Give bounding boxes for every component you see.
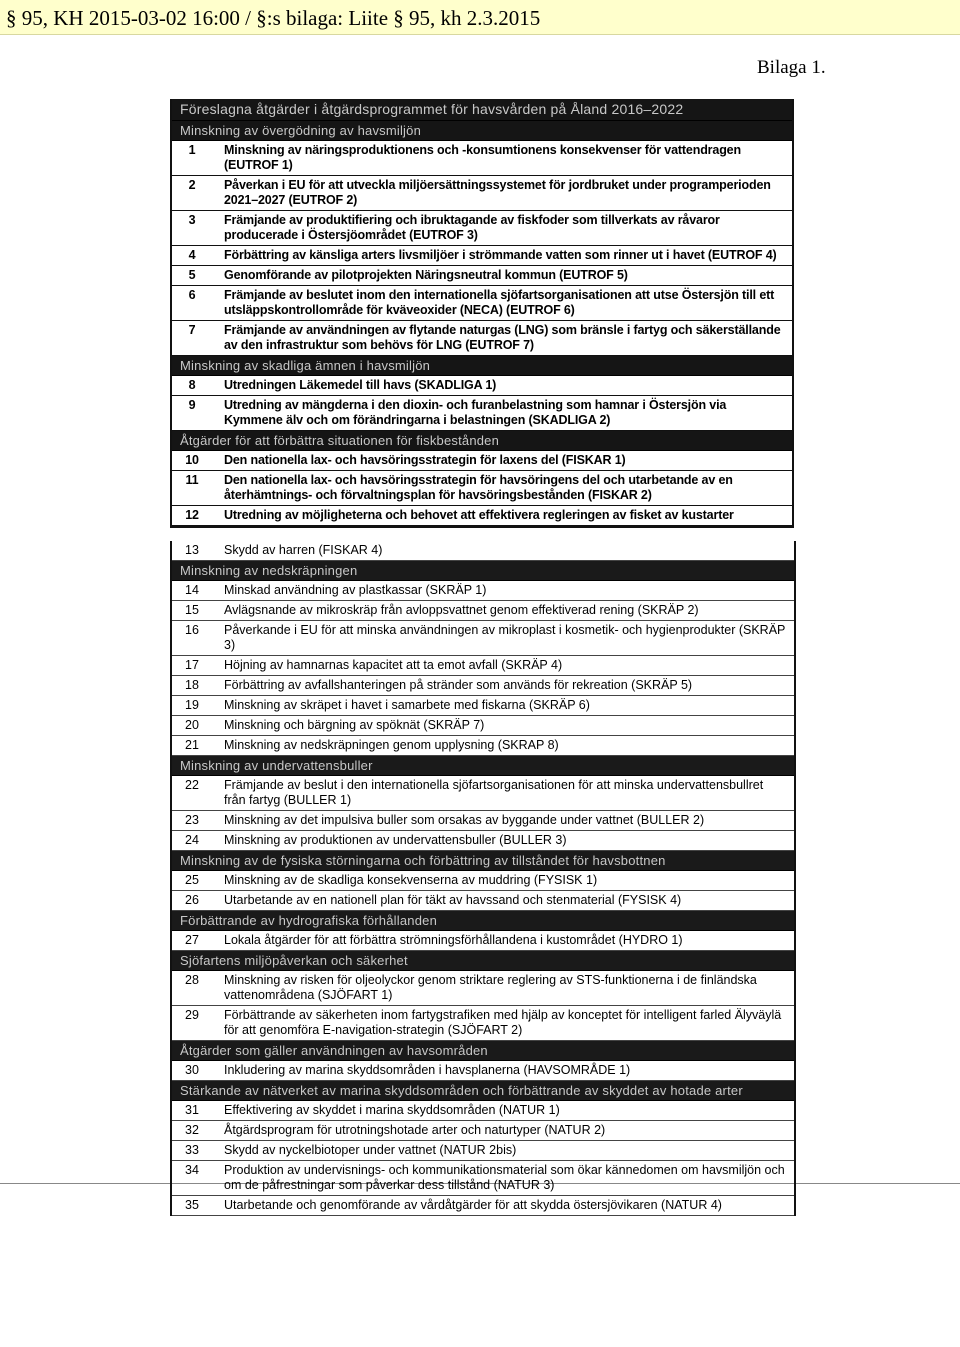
measure-text: Främjande av beslut i den internationella sjöfartsorganisationen för att minska undervattensbullret från fartyg (BULLER 1) [224, 778, 764, 807]
section-header: Stärkande av nätverket av marina skyddsområden och förbättrande av skyddet av hotade arter [172, 1081, 794, 1101]
measure-number: 34 [185, 1163, 199, 1177]
measure-number: 31 [185, 1103, 199, 1117]
measure-text: Minskning och bärgning av spöknät (SKRÄP 7) [224, 718, 485, 732]
measure-number: 30 [185, 1063, 199, 1077]
table-row [172, 541, 794, 561]
attachment-label: Bilaga 1. [757, 57, 826, 78]
table-row [172, 176, 792, 211]
table-row [172, 696, 794, 716]
measure-text: Minskning av produktionen av undervattensbuller (BULLER 3) [224, 833, 567, 847]
measure-number: 3 [188, 213, 196, 227]
section-header: Minskning av skadliga ämnen i havsmiljön [172, 356, 792, 376]
measure-text: Minskning av risken för oljeolyckor genom striktare reglering av STS-funktionerna i de finländska vattenområdena (SJÖFART 1) [224, 973, 757, 1002]
measure-number: 15 [185, 603, 199, 617]
table-row [172, 506, 792, 526]
measure-number: 1 [188, 143, 196, 157]
table-row [172, 776, 794, 811]
measure-text: Skydd av harren (FISKAR 4) [224, 543, 383, 557]
measure-text: Utredningen Läkemedel till havs (SKADLIGA 1) [224, 378, 497, 392]
table-row [172, 931, 794, 951]
measure-text: Den nationella lax- och havsöringsstrategin för havsöringens del och utarbetande av en återhämtnings- och förvaltningsplan för havsöringsbestånden (FISKAR 2) [224, 473, 733, 502]
measure-number: 13 [185, 543, 199, 557]
measure-text: Minskning av skräpet i havet i samarbete med fiskarna (SKRÄP 6) [224, 698, 590, 712]
measure-number: 28 [185, 973, 199, 987]
table-row [172, 831, 794, 851]
measure-number: 6 [188, 288, 196, 302]
measure-text: Inkludering av marina skyddsområden i havsplanerna (HAVSOMRÅDE 1) [224, 1063, 631, 1077]
measure-text: Minskning av de skadliga konsekvenserna av muddring (FYSISK 1) [224, 873, 598, 887]
measure-text: Utredning av mängderna i den dioxin- och furanbelastning som hamnar i Östersjön via Kymmene älv och om förändringarna i belastningen (SKADLIGA 2) [224, 398, 727, 427]
table-row [172, 321, 792, 356]
measure-number: 8 [188, 378, 196, 392]
measure-number: 4 [188, 248, 196, 262]
table-row [172, 471, 792, 506]
measure-number: 33 [185, 1143, 199, 1157]
measure-text: Minskning av näringsproduktionens och -konsumtionens konsekvenser för vattendragen (EUTROF 1) [224, 143, 741, 172]
table-row [172, 581, 794, 601]
measure-number: 17 [185, 658, 199, 672]
measure-number: 19 [185, 698, 199, 712]
measure-number: 11 [185, 473, 199, 487]
measure-number: 5 [188, 268, 196, 282]
table-row [172, 676, 794, 696]
table-row [172, 451, 792, 471]
table-row [172, 396, 792, 431]
measure-text: Genomförande av pilotprojekten Näringsneutral kommun (EUTROF 5) [224, 268, 628, 282]
table-row [172, 656, 794, 676]
table-row [172, 376, 792, 396]
measure-text: Förbättrande av säkerheten inom fartygstrafiken med hjälp av konceptet för intelligent farled Älyväylä för att genomföra E-navigation-strategin (SJÖFART 2) [224, 1008, 782, 1037]
measure-number: 35 [185, 1198, 199, 1212]
measure-text: Avlägsnande av mikroskräp från avloppsvattnet genom effektiverad rening (SKRÄP 2) [224, 603, 699, 617]
table-row [172, 1161, 794, 1196]
measures-table-part-1 [170, 99, 794, 528]
table-row [172, 971, 794, 1006]
section-header: Sjöfartens miljöpåverkan och säkerhet [172, 951, 794, 971]
table-row [172, 211, 792, 246]
measure-number: 2 [188, 178, 196, 192]
measure-number: 32 [185, 1123, 199, 1137]
measure-number: 18 [185, 678, 199, 692]
measure-text: Åtgärdsprogram för utrotningshotade arter och naturtyper (NATUR 2) [224, 1123, 606, 1137]
measure-number: 23 [185, 813, 199, 827]
measure-text: Lokala åtgärder för att förbättra strömningsförhållandena i kustområdet (HYDRO 1) [224, 933, 683, 947]
measure-text: Effektivering av skyddet i marina skyddsområden (NATUR 1) [224, 1103, 560, 1117]
measure-text: Påverkan i EU för att utveckla miljöersättningssystemet för jordbruket under programperioden 2021–2027 (EUTROF 2) [224, 178, 771, 207]
table-row [172, 621, 794, 656]
measure-number: 7 [188, 323, 196, 337]
measure-number: 29 [185, 1008, 199, 1022]
measure-text: Minskad användning av plastkassar (SKRÄP 1) [224, 583, 487, 597]
measure-number: 14 [185, 583, 199, 597]
table-row [172, 716, 794, 736]
section-header: Minskning av övergödning av havsmiljön [172, 121, 792, 141]
section-header: Åtgärder som gäller användningen av havsområden [172, 1041, 794, 1061]
section-header: Föreslagna åtgärder i åtgärdsprogrammet för havsvården på Åland 2016–2022 [172, 99, 792, 121]
measure-text: Minskning av nedskräpningen genom upplysning (SKRAP 8) [224, 738, 559, 752]
measure-text: Utredning av möjligheterna och behovet att effektivera regleringen av fisket av kustarter [224, 508, 734, 522]
measure-number: 21 [185, 738, 199, 752]
table-row [172, 266, 792, 286]
measure-text: Främjande av produktifiering och ibruktagande av fiskfoder som tillverkats av råvaror producerade i Östersjöområdet (EUTROF 3) [224, 213, 720, 242]
measure-number: 10 [185, 453, 199, 467]
table-row [172, 1061, 794, 1081]
measure-text: Höjning av hamnarnas kapacitet att ta emot avfall (SKRÄP 4) [224, 658, 563, 672]
measure-text: Den nationella lax- och havsöringsstrategin för laxens del (FISKAR 1) [224, 453, 626, 467]
table-row [172, 1141, 794, 1161]
measure-text: Utarbetande och genomförande av vårdåtgärder för att skydda östersjövikaren (NATUR 4) [224, 1198, 722, 1212]
measure-number: 24 [185, 833, 199, 847]
measure-number: 20 [185, 718, 199, 732]
table-row [172, 736, 794, 756]
measure-text: Minskning av det impulsiva buller som orsakas av byggande under vattnet (BULLER 2) [224, 813, 705, 827]
section-header: Minskning av undervattensbuller [172, 756, 794, 776]
table-row [172, 141, 792, 176]
measure-text: Utarbetande av en nationell plan för täkt av havssand och stenmaterial (FYSISK 4) [224, 893, 682, 907]
measure-text: Skydd av nyckelbiotoper under vattnet (NATUR 2bis) [224, 1143, 517, 1157]
table-row [172, 246, 792, 266]
table-row [172, 286, 792, 321]
measure-text: Förbättring av avfallshanteringen på stränder som används för rekreation (SKRÄP 5) [224, 678, 693, 692]
section-header: Åtgärder för att förbättra situationen för fiskbestånden [172, 431, 792, 451]
measure-number: 9 [188, 398, 196, 412]
measure-number: 25 [185, 873, 199, 887]
measure-text: Påverkande i EU för att minska användningen av mikroplast i kosmetik- och hygienprodukter (SKRÄP 3) [224, 623, 786, 652]
section-header: Förbättrande av hydrografiska förhållanden [172, 911, 794, 931]
measure-number: 12 [185, 508, 199, 522]
measure-text: Produktion av undervisnings- och kommunikationsmaterial som ökar kännedomen om havsmiljön och om de påfrestningar som påverkar dess tillstånd (NATUR 3) [224, 1163, 785, 1192]
measures-table-part-2 [170, 541, 796, 1216]
table-row [172, 891, 794, 911]
measure-text: Förbättring av känsliga arters livsmiljöer i strömmande vatten som rinner ut i havet (EUTROF 4) [224, 248, 777, 262]
table-row [172, 601, 794, 621]
header-bar [0, 0, 960, 35]
measure-text: Främjande av beslutet inom den internationella sjöfartsorganisationen att utse Östersjön till ett utsläppskontrollområde för kväveoxider (NECA) (EUTROF 6) [224, 288, 775, 317]
document-title: § 95, KH 2015-03-02 16:00 / §:s bilaga: Liite § 95, kh 2.3.2015 [6, 6, 541, 30]
table-row [172, 1121, 794, 1141]
table-row [172, 1196, 794, 1216]
table-row [172, 811, 794, 831]
table-row [172, 871, 794, 891]
table-row [172, 1006, 794, 1041]
section-header: Minskning av de fysiska störningarna och förbättring av tillståndet för havsbottnen [172, 851, 794, 871]
section-header: Minskning av nedskräpningen [172, 561, 794, 581]
measure-text: Främjande av användningen av flytande naturgas (LNG) som bränsle i fartyg och säkerställande av den infrastruktur som behövs för LNG (EUTROF 7) [224, 323, 781, 352]
measure-number: 27 [185, 933, 199, 947]
measure-number: 26 [185, 893, 199, 907]
measure-number: 16 [185, 623, 199, 637]
table-row [172, 1101, 794, 1121]
measure-number: 22 [185, 778, 199, 792]
